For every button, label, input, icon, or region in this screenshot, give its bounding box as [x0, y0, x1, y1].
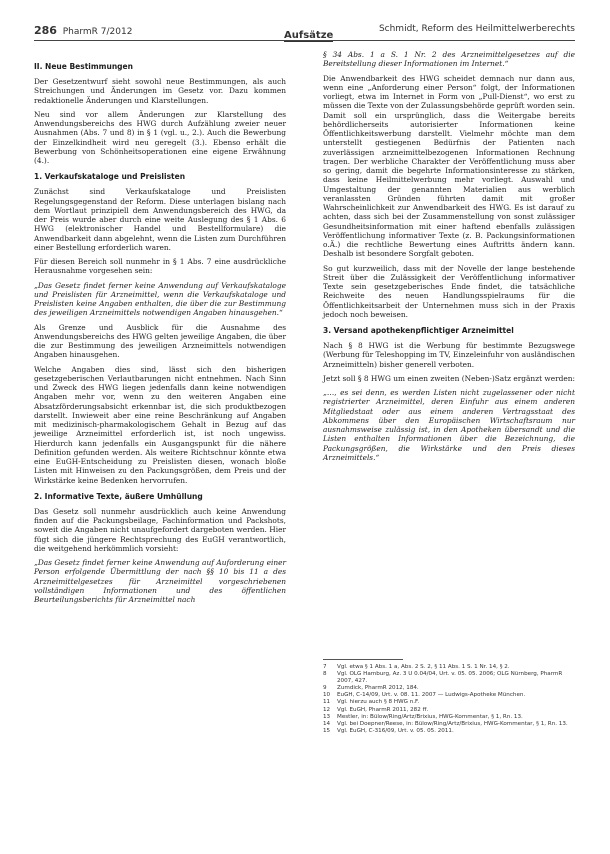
running-title: Schmidt, Reform des Heilmittelwerberechts	[378, 24, 575, 34]
paragraph: So gut kurzweilich, dass mit der Novelle der lange bestehende Streit über die Zulässigkeit der Veröffentlichung informativer Texte sein gesetzgeberisches Ende findet, die tatsächliche Reichweite des neuen Handlungsspielraums für die Öffentlichkeitsarbeit der Unternehmen muss sich in der Praxis jedoch noch beweisen.	[323, 263, 575, 319]
quote: „Das Gesetz findet ferner keine Anwendung auf Auforderung einer Person erfolgende Übermittlung der nach §§ 10 bis 11 a des Arzneimittelgesetzes für Arzneimittel vorgeschriebenen vollständigen Informationen und des öffentlichen Beurteilungsberichts für Arzneimittel nach	[34, 558, 286, 604]
footnote	[323, 664, 575, 671]
header-rule	[34, 40, 575, 41]
footnote	[323, 685, 575, 692]
footnote-text: Vgl. hierzu auch § 8 HWG n.F.	[337, 699, 420, 706]
journal-name: PharmR 7/2012	[62, 27, 133, 37]
footnote	[323, 728, 575, 735]
paragraph: Zunächst sind Verkaufskataloge und Preislisten Regelungsgegenstand der Reform. Diese unterlagen bislang nach dem Wortlaut prinzipiell dem Anwendungsbereich des HWG, da der Preis wurde aber durch eine weite Auslegung des § 1 Abs. 6 HWG (elektronischer Handel und Bestellformulare) die Anwendbarkeit dann abgelehnt, wenn die Listen zum Durchführen einer Bestellung erforderlich waren.	[34, 187, 286, 252]
header-left	[34, 24, 132, 37]
footnote-number: 9	[323, 685, 327, 692]
footnote-number: 10	[323, 692, 331, 699]
footnote-text: Vgl. EuGH, C-316/09, Urt. v. 05. 05. 2011.	[337, 727, 454, 734]
footnote-number: 8	[323, 671, 327, 678]
paragraph: Als Grenze und Ausblick für die Ausnahme des Anwendungsbereichs des HWG gelten jeweilige Angaben, die über die zur Bestimmung des jeweiligen Arzneimittels notwendigen Angaben hinausgehen.	[34, 322, 286, 360]
paragraph: Jetzt soll § 8 HWG um einen zweiten (Neben-)Satz ergänzt werden:	[323, 373, 575, 383]
quote-continuation: § 34 Abs. 1 a S. 1 Nr. 2 des Arzneimittelgesetzes auf die Bereitstellung dieser Informationen im Internet.“	[323, 50, 575, 69]
paragraph: Der Gesetzentwurf sieht sowohl neue Bestimmungen, als auch Streichungen und Änderungen im Gesetz vor. Dazu kommen redaktionelle Änderungen und Klarstellungen.	[34, 77, 286, 105]
footnote-number: 14	[323, 720, 331, 727]
footnote-number: 12	[323, 706, 331, 713]
footnote-number: 7	[323, 664, 327, 670]
running-header	[34, 18, 575, 41]
section-heading: 1. Verkaufskataloge und Preislisten	[34, 172, 186, 182]
footnote	[323, 692, 575, 699]
quote: „…, es sei denn, es werden Listen nicht zugelassener oder nicht registrierter Arzneimittel, deren Einfuhr aus einem anderen Mitgliedstaat oder aus einem anderen Vertragsstaat des Abkommens über den Europäischen Wirtschaftsraum nur ausnahmsweise zulässig ist, in den Apotheken übersandt und die Listen enthalten Informationen über die Bezeichnung, die Packungsgrößen, die Wirkstärke und den Preis dieses Arzneimittels.“	[323, 388, 575, 462]
paragraph: Die Anwendbarkeit des HWG scheidet demnach nur dann aus, wenn eine „Anforderung einer Person“ folgt, der Informationen vorliegt, etwa im Internet in Form von „Pull-Dienst“, wo erst zu müssen die Texte von der Zulassungsbehörde geprüft worden sein. Damit soll ein ursprünglich, dass die Weitergabe bereits behördlicherseits autorisierter Informationen keine Öffentlichkeitswerbung darstellt. Vielmehr möchte man dem unterstellt gestiegenen Bedürfnis der Patienten nach zuverlässigen arzneimittelbezogenen Informationen Rechnung tragen. Der werbliche Charakter der Veröffentlichung muss aber so gering, damit die begehrte Informationsinteresse zu stärken, dass keine Heilmittelwerbung mehr vorliegt. Auswahl und Umgestaltung der genannten Materialien aus werblich veranlassten Gründen führten damit mit großer Wahrscheinlichkeit zur Anwendbarkeit des HWG. Es ist darauf zu achten, dass sich bei der Zusammenstellung von sonst zulässiger Gesundheitsinformation mit einer haftend ebenfalls zulässigen Veröffentlichung informativer Texte (z. B. Packungsinformationen o.Ä.) die rechtliche Bewertung eines Auftritts ändern kann. Deshalb ist besondere Sorgfalt geboten.	[323, 73, 575, 259]
left-column	[34, 50, 286, 609]
footnote-number: 13	[323, 713, 331, 720]
footnote-text: Mestler, in: Bülow/Ring/Artz/Brixius, HWG-Kommentar, § 1, Rn. 13.	[337, 713, 523, 720]
section-heading: 2. Informative Texte, äußere Umhüllung	[34, 491, 203, 501]
right-column	[323, 50, 575, 467]
footnotes	[323, 664, 575, 735]
footnote-text: EuGH, C-14/09, Urt. v. 08. 11. 2007 — Ludwigs-Apotheke München.	[337, 692, 526, 699]
footnote	[323, 707, 575, 714]
section-heading: II. Neue Bestimmungen	[34, 62, 133, 71]
footnote-text: Vgl. EuGH, PharmR 2011, 282 ff.	[337, 706, 429, 713]
footnote-text: Vgl. OLG Hamburg, Az. 3 U 0.04/04, Urt. v. 05. 05. 2006; OLG Nürnberg, PharmR 2007, 427.	[337, 671, 563, 685]
footnote-number: 15	[323, 727, 331, 734]
footnote-text: Vgl. bei Doepner/Reese, in: Bülow/Ring/Artz/Brixius, HWG-Kommentar, § 1, Rn. 13.	[337, 720, 568, 727]
paragraph: Welche Angaben dies sind, lässt sich den bisherigen gesetzgeberischen Verlautbarungen nicht entnehmen. Nach Sinn und Zweck des HWG liegen jedenfalls dann keine notwendigen Angaben mehr vor, wenn zu den weiteren Angaben eine Absatzförderungsabsicht erkennbar ist, die sich produktbezogen darstellt. Inwieweit aber eine reine Beschränkung auf Angaben mit medizinisch-pharmakologischem Gehalt in Bezug auf das jeweilige Arzneimittel erforderlich ist, ist noch ungewiss. Hierdurch kann jedenfalls ein Ausgangspunkt für die nähere Definition gefunden werden. Als weitere Richtschnur könnte etwa eine EuGH-Entscheidung zu Preislisten diesen, wonach bloße Listen mit Hinweisen zu den Packungsgrößen, dem Preis und der Wirkstärke keine Bedenken hervorrufen.	[34, 364, 286, 485]
paragraph: Nach § 8 HWG ist die Werbung für bestimmte Bezugswege (Werbung für Teleshopping im TV, Einzeleinfuhr von ausländischen Arzneimitteln) bisher generell verboten.	[323, 341, 575, 369]
page-number: 286	[34, 24, 57, 37]
footnote-number: 11	[323, 699, 331, 706]
paragraph: Neu sind vor allem Änderungen zur Klarstellung des Anwendungsbereichs des HWG durch Aufzählung zweier neuer Ausnahmen (Abs. 7 und 8) in § 1 (vgl. u., 2.). Auch die Bewerbung der Einzelkindheit wird neu geregelt (3.). Ebenso erhält die Bewerbung von Schönheitsoperationen eine eigene Erwähnung (4.).	[34, 109, 286, 165]
paragraph: Für diesen Bereich soll nunmehr in § 1 Abs. 7 eine ausdrückliche Herausnahme vorgesehen sein:	[34, 257, 286, 276]
footnote-text: Vgl. etwa § 1 Abs. 1 a, Abs. 2 S. 2, § 11 Abs. 1 S. 1 Nr. 14, § 2.	[337, 664, 510, 670]
section-title: Aufsätze	[284, 30, 334, 41]
quote: „Das Gesetz findet ferner keine Anwendung auf Verkaufskataloge und Preislisten für Arzneimittel, wenn die Verkaufskataloge und Preislisten keine Angaben enthalten, die über die zur Bestimmung des jeweiligen Arzneimittels notwendigen Angaben hinausgehen.“	[34, 280, 286, 318]
footnote	[323, 714, 575, 721]
footnote-rule	[323, 659, 403, 660]
paragraph: Das Gesetz soll nunmehr ausdrücklich auch keine Anwendung finden auf die Packungsbeilage, Fachinformation und Packshots, soweit die Angaben nicht unaufgefordert dargeboten werden. Hier fügt sich die jüngere Rechtsprechung des EuGH verantwortlich, die weitgehend herkömmlich vorsieht:	[34, 506, 286, 553]
footnote-text: Zumdick, PharmR 2012, 184.	[337, 685, 419, 692]
section-heading: 3. Versand apothekenpflichtiger Arzneimittel	[323, 326, 514, 335]
footnote	[323, 671, 575, 685]
footnote	[323, 699, 575, 706]
footnote	[323, 721, 575, 728]
